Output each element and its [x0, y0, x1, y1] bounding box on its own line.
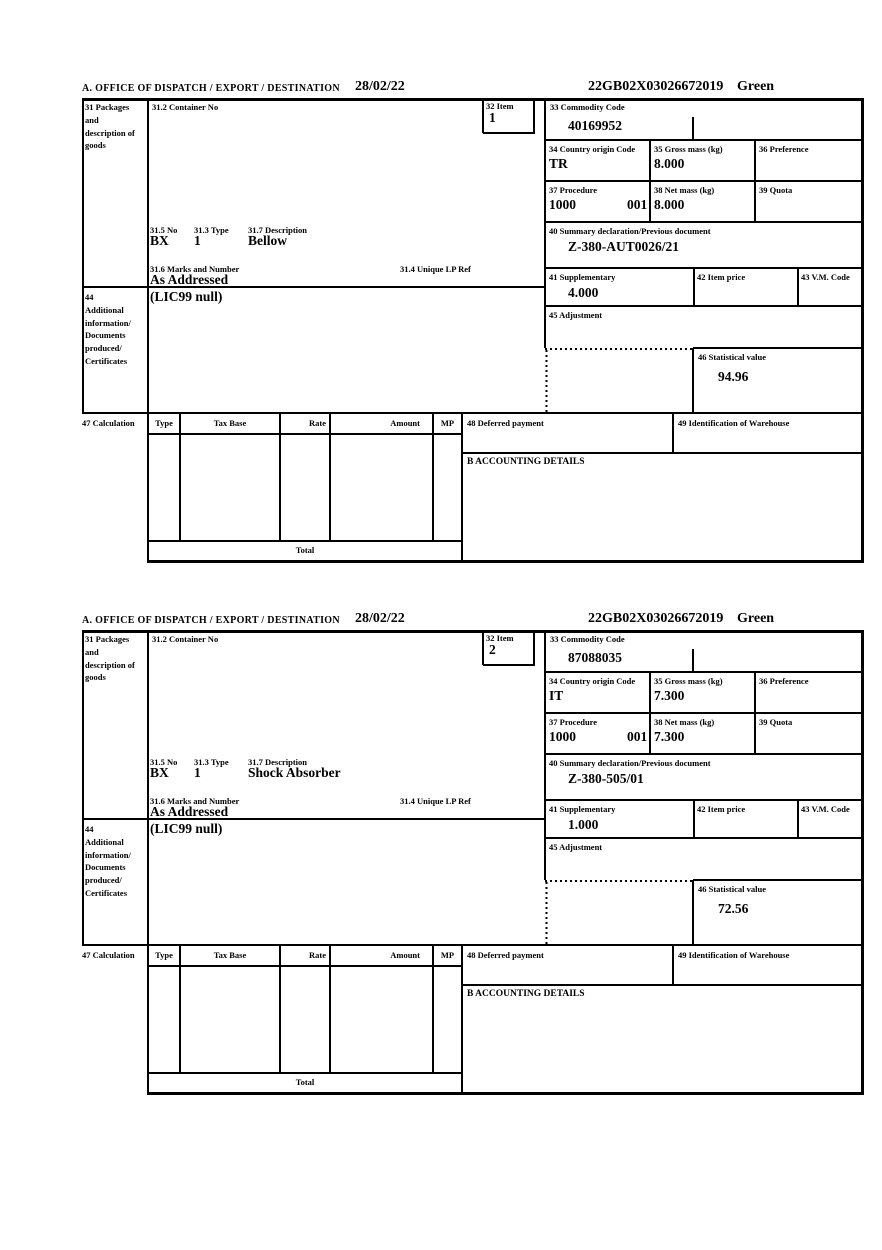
accounting-details-label: B ACCOUNTING DETAILS — [467, 989, 585, 999]
adjustment-label: 45 Adjustment — [549, 310, 603, 320]
vm-code-label: 43 V.M. Code — [801, 272, 850, 282]
declaration-item-block-1 — [82, 78, 864, 566]
preference-label: 36 Preference — [759, 676, 809, 686]
supplementary-value: 1.000 — [568, 817, 599, 832]
calc-total-label: Total — [295, 1077, 315, 1087]
goods-description-value: Bellow — [248, 233, 287, 248]
deferred-payment-label: 48 Deferred payment — [467, 418, 544, 428]
procedure-value-a: 1000 — [549, 197, 576, 212]
net-mass-label: 38 Net mass (kg) — [654, 185, 715, 195]
commodity-code-label: 33 Commodity Code — [550, 102, 625, 112]
pkg-type-label: 31.3 Type — [194, 225, 229, 235]
gross-mass-label: 35 Gross mass (kg) — [654, 676, 723, 686]
net-mass-value: 8.000 — [654, 197, 685, 212]
supplementary-label: 41 Supplementary — [549, 804, 616, 814]
form-grid — [82, 98, 864, 565]
item-label: 32 Item — [486, 633, 514, 643]
declaration-reference: 22GB02X03026672019 — [588, 611, 724, 626]
statistical-value-value: 72.56 — [718, 901, 749, 916]
additional-information-value: (LIC99 null) — [150, 821, 223, 836]
calc-header-mp: MP — [440, 418, 455, 428]
calc-header-amount: Amount — [390, 950, 420, 960]
item-price-label: 42 Item price — [697, 804, 746, 814]
previous-document-value: Z-380-505/01 — [568, 771, 644, 786]
package-count-value: 1 — [194, 233, 201, 248]
box31-label: 31 Packages and description of goods — [85, 634, 135, 683]
pkg-no-label: 31.5 No — [150, 757, 178, 767]
office-of-dispatch-heading: A. OFFICE OF DISPATCH / EXPORT / DESTINATION — [82, 615, 340, 626]
gross-mass-value: 7.300 — [654, 688, 685, 703]
country-origin-label: 34 Country origin Code — [549, 676, 636, 686]
marks-value: As Addressed — [150, 804, 229, 819]
item-price-label: 42 Item price — [697, 272, 746, 282]
gross-mass-label: 35 Gross mass (kg) — [654, 144, 723, 154]
marks-and-number-label: 31.6 Marks and Number — [150, 796, 240, 806]
form-grid — [82, 630, 864, 1097]
adjustment-label: 45 Adjustment — [549, 842, 603, 852]
accounting-details-label: B ACCOUNTING DETAILS — [467, 457, 585, 467]
gross-mass-value: 8.000 — [654, 156, 685, 171]
summary-declaration-label: 40 Summary declaration/Previous document — [549, 226, 711, 236]
pkg-description-label: 31.7 Description — [248, 225, 308, 235]
warehouse-id-label: 49 Identification of Warehouse — [678, 418, 790, 428]
procedure-label: 37 Procedure — [549, 717, 598, 727]
box44-label: 44 Additional information/ Documents produced/ Certificates — [85, 824, 131, 898]
quota-label: 39 Quota — [759, 185, 793, 195]
pkg-description-label: 31.7 Description — [248, 757, 308, 767]
package-count-value: 1 — [194, 765, 201, 780]
calc-header-rate: Rate — [309, 950, 326, 960]
calc-header-tax-base: Tax Base — [213, 950, 247, 960]
item-label: 32 Item — [486, 101, 514, 111]
routing-status: Green — [737, 79, 775, 94]
box44-label: 44 Additional information/ Documents produced/ Certificates — [85, 292, 131, 366]
country-origin-value: TR — [549, 156, 568, 171]
calc-header-tax-base: Tax Base — [213, 418, 247, 428]
country-origin-label: 34 Country origin Code — [549, 144, 636, 154]
item-number-value: 2 — [489, 642, 496, 657]
declaration-reference: 22GB02X03026672019 — [588, 79, 724, 94]
statistical-value-label: 46 Statistical value — [698, 884, 766, 894]
supplementary-label: 41 Supplementary — [549, 272, 616, 282]
calc-header-type: Type — [155, 418, 173, 428]
package-code-value: BX — [150, 765, 169, 780]
additional-information-value: (LIC99 null) — [150, 289, 223, 304]
warehouse-id-label: 49 Identification of Warehouse — [678, 950, 790, 960]
procedure-value-a: 1000 — [549, 729, 576, 744]
calc-header-rate: Rate — [309, 418, 326, 428]
quota-label: 39 Quota — [759, 717, 793, 727]
pkg-type-label: 31.3 Type — [194, 757, 229, 767]
procedure-value-b: 001 — [627, 197, 648, 212]
goods-description-value: Shock Absorber — [248, 765, 341, 780]
statistical-value-value: 94.96 — [718, 369, 749, 384]
package-code-value: BX — [150, 233, 169, 248]
calc-header-amount: Amount — [390, 418, 420, 428]
procedure-value-b: 001 — [627, 729, 648, 744]
marks-and-number-label: 31.6 Marks and Number — [150, 264, 240, 274]
box31-label: 31 Packages and description of goods — [85, 102, 135, 151]
deferred-payment-label: 48 Deferred payment — [467, 950, 544, 960]
country-origin-value: IT — [549, 688, 564, 703]
procedure-label: 37 Procedure — [549, 185, 598, 195]
office-of-dispatch-heading: A. OFFICE OF DISPATCH / EXPORT / DESTINATION — [82, 83, 340, 94]
calculation-label: 47 Calculation — [82, 950, 135, 960]
calc-header-type: Type — [155, 950, 173, 960]
marks-value: As Addressed — [150, 272, 229, 287]
statistical-value-label: 46 Statistical value — [698, 352, 766, 362]
container-no-label: 31.2 Container No — [152, 634, 219, 644]
supplementary-value: 4.000 — [568, 285, 599, 300]
unique-lp-ref-label: 31.4 Unique LP Ref — [400, 796, 471, 806]
item-number-value: 1 — [489, 110, 496, 125]
preference-label: 36 Preference — [759, 144, 809, 154]
calculation-label: 47 Calculation — [82, 418, 135, 428]
routing-status: Green — [737, 611, 775, 626]
previous-document-value: Z-380-AUT0026/21 — [568, 239, 679, 254]
unique-lp-ref-label: 31.4 Unique LP Ref — [400, 264, 471, 274]
declaration-item-block-2 — [82, 610, 864, 1098]
pkg-no-label: 31.5 No — [150, 225, 178, 235]
commodity-code-label: 33 Commodity Code — [550, 634, 625, 644]
commodity-code-value: 40169952 — [568, 118, 622, 133]
declaration-date: 28/02/22 — [355, 79, 405, 94]
calc-total-label: Total — [295, 545, 315, 555]
commodity-code-value: 87088035 — [568, 650, 622, 665]
net-mass-value: 7.300 — [654, 729, 685, 744]
container-no-label: 31.2 Container No — [152, 102, 219, 112]
calc-header-mp: MP — [440, 950, 455, 960]
declaration-date: 28/02/22 — [355, 611, 405, 626]
net-mass-label: 38 Net mass (kg) — [654, 717, 715, 727]
summary-declaration-label: 40 Summary declaration/Previous document — [549, 758, 711, 768]
vm-code-label: 43 V.M. Code — [801, 804, 850, 814]
